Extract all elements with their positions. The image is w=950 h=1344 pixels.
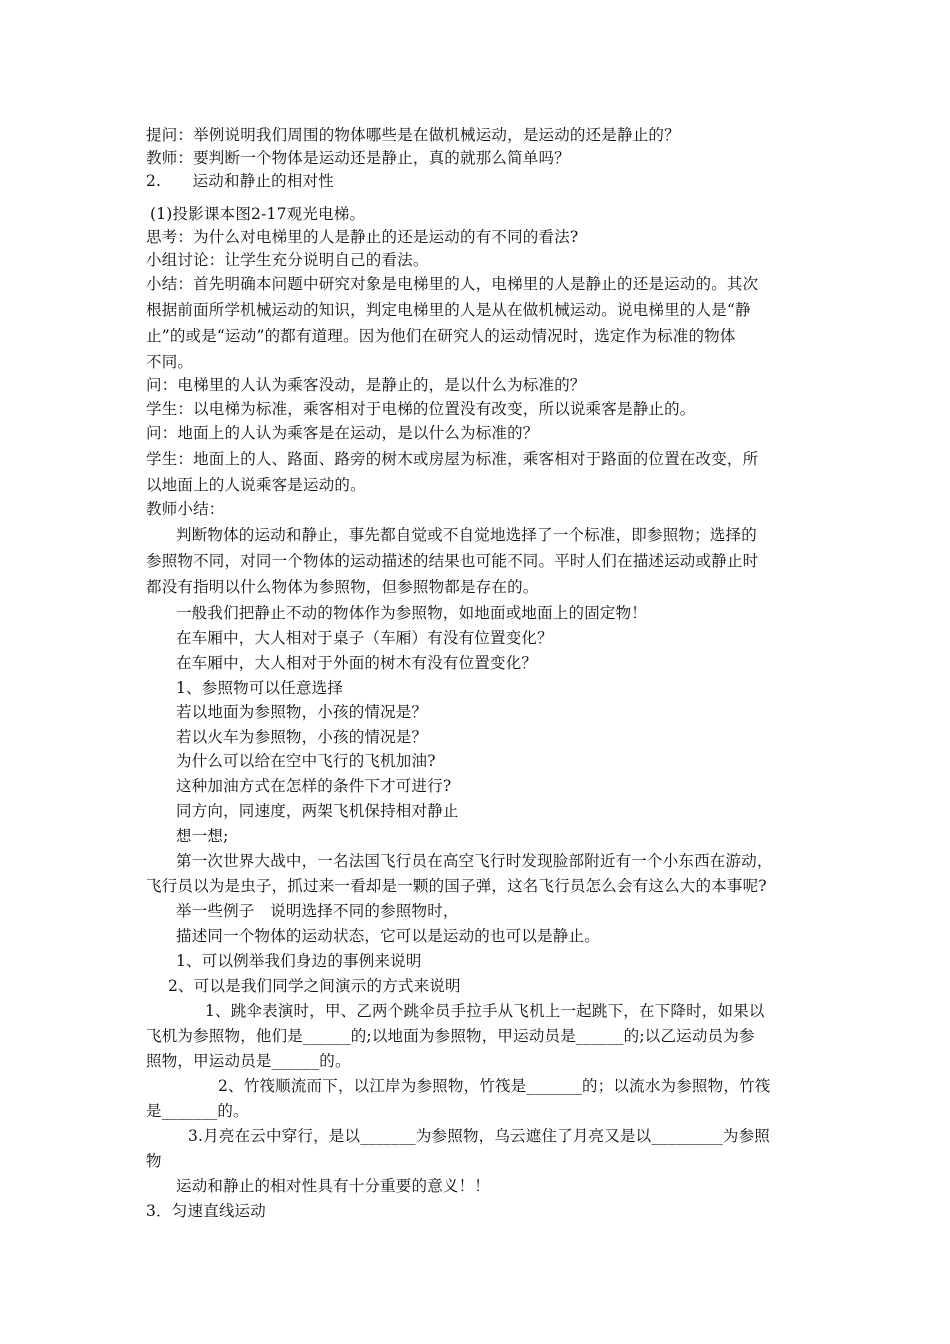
paragraph-line: 参照物不同，对同一个物体的运动描述的结果也可能不同。平时人们在描述运动或静止时 <box>146 552 759 570</box>
question-line: 若以地面为参照物，小孩的情况是？ <box>176 703 428 721</box>
exercise-line: 照物，甲运动员是______的。 <box>146 1052 351 1070</box>
section-heading: 3．匀速直线运动 <box>146 1202 266 1220</box>
prompt-line: 想一想; <box>176 827 229 845</box>
question-line: 这种加油方式在怎样的条件下才可进行? <box>176 777 452 795</box>
question-line: 在车厢中，大人相对于外面的树木有没有位置变化？ <box>176 654 538 672</box>
question-line: 在车厢中，大人相对于桌子（车厢）有没有位置变化？ <box>176 629 553 647</box>
answer-line: 同方向，同速度，两架飞机保持相对静止 <box>176 802 459 820</box>
exercise-line: 是_______的。 <box>146 1102 249 1120</box>
paragraph-line: 描述同一个物体的运动状态，它可以是运动的也可以是静止。 <box>176 927 600 945</box>
exercise-line: 1、跳伞表演时，甲、乙两个跳伞员手拉手从飞机上一起跳下，在下降时，如果以 <box>205 1002 765 1020</box>
teacher-summary-heading: 教师小结： <box>146 500 225 518</box>
question-line: 问：电梯里的人认为乘客没动，是静止的，是以什么为标准的？ <box>146 376 586 394</box>
paragraph-line: 举一些例子 说明选择不同的参照物时， <box>176 902 459 920</box>
projection-line: (1)投影课本图2-17观光电梯。 <box>150 205 366 223</box>
question-line: 提问：举例说明我们周围的物体哪些是在做机械运动，是运动的还是静止的？ <box>146 126 680 144</box>
closing-line: 运动和静止的相对性具有十分重要的意义！！ <box>176 1177 491 1195</box>
student-line: 学生：以电梯为标准，乘客相对于电梯的位置没有改变，所以说乘客是静止的。 <box>146 400 696 418</box>
question-line: 问：地面上的人认为乘客是在运动，是以什么为标准的？ <box>146 424 539 442</box>
summary-line: 不同。 <box>146 353 194 371</box>
story-line: 第一次世界大战中，一名法国飞行员在高空飞行时发现脸部附近有一个小东西在游动， <box>176 852 773 870</box>
discussion-line: 小组讨论：让学生充分说明自己的看法。 <box>146 251 429 269</box>
exercise-line: 飞机为参照物，他们是______的;以地面为参照物，甲运动员是______的;以乙运动员为参 <box>146 1027 755 1045</box>
summary-line: 根据前面所学机械运动的知识，判定电梯里的人是从在做机械运动。说电梯里的人是“静 <box>146 301 751 319</box>
paragraph-line: 判断物体的运动和静止，事先都自觉或不自觉地选择了一个标准，即参照物；选择的 <box>176 526 757 544</box>
exercise-line: 3.月亮在云中穿行，是以_______为参照物，乌云遮住了月亮又是以_________为参照 <box>188 1127 770 1145</box>
student-line: 以地面上的人说乘客是运动的。 <box>146 476 366 494</box>
student-line: 学生：地面上的人、路面、路旁的树木或房屋为标准，乘客相对于路面的位置在改变，所 <box>146 450 759 468</box>
summary-line: 止”的或是“运动”的都有道理。因为他们在研究人的运动情况时，选定作为标准的物体 <box>146 327 736 345</box>
exercise-line: 2、竹筏顺流而下，以江岸为参照物，竹筏是_______的；以流水为参照物，竹筏 <box>218 1077 771 1095</box>
question-line: 为什么可以给在空中飞行的飞机加油? <box>176 752 436 770</box>
question-line: 若以火车为参照物，小孩的情况是？ <box>176 728 428 746</box>
think-line: 思考：为什么对电梯里的人是静止的还是运动的有不同的看法? <box>146 228 579 246</box>
exercise-line: 物 <box>146 1152 162 1170</box>
list-item: 1、可以例举我们身边的事例来说明 <box>176 952 422 970</box>
section-heading: 2. 运动和静止的相对性 <box>146 172 334 190</box>
story-line: 飞行员以为是虫子，抓过来一看却是一颗的国子弹，这名飞行员怎么会有这么大的本事呢? <box>146 877 767 895</box>
paragraph-line: 一般我们把静止不动的物体作为参照物，如地面或地面上的固定物！ <box>176 604 648 622</box>
paragraph-line: 都没有指明以什么物体为参照物，但参照物都是存在的。 <box>146 578 539 596</box>
summary-line: 小结：首先明确本问题中研究对象是电梯里的人，电梯里的人是静止的还是运动的。其次 <box>146 275 759 293</box>
list-item: 2、可以是我们同学之间演示的方式来说明 <box>168 977 461 995</box>
teacher-line: 教师：要判断一个物体是运动还是静止，真的就那么简单吗？ <box>146 149 570 167</box>
point-line: 1、参照物可以任意选择 <box>176 679 344 697</box>
